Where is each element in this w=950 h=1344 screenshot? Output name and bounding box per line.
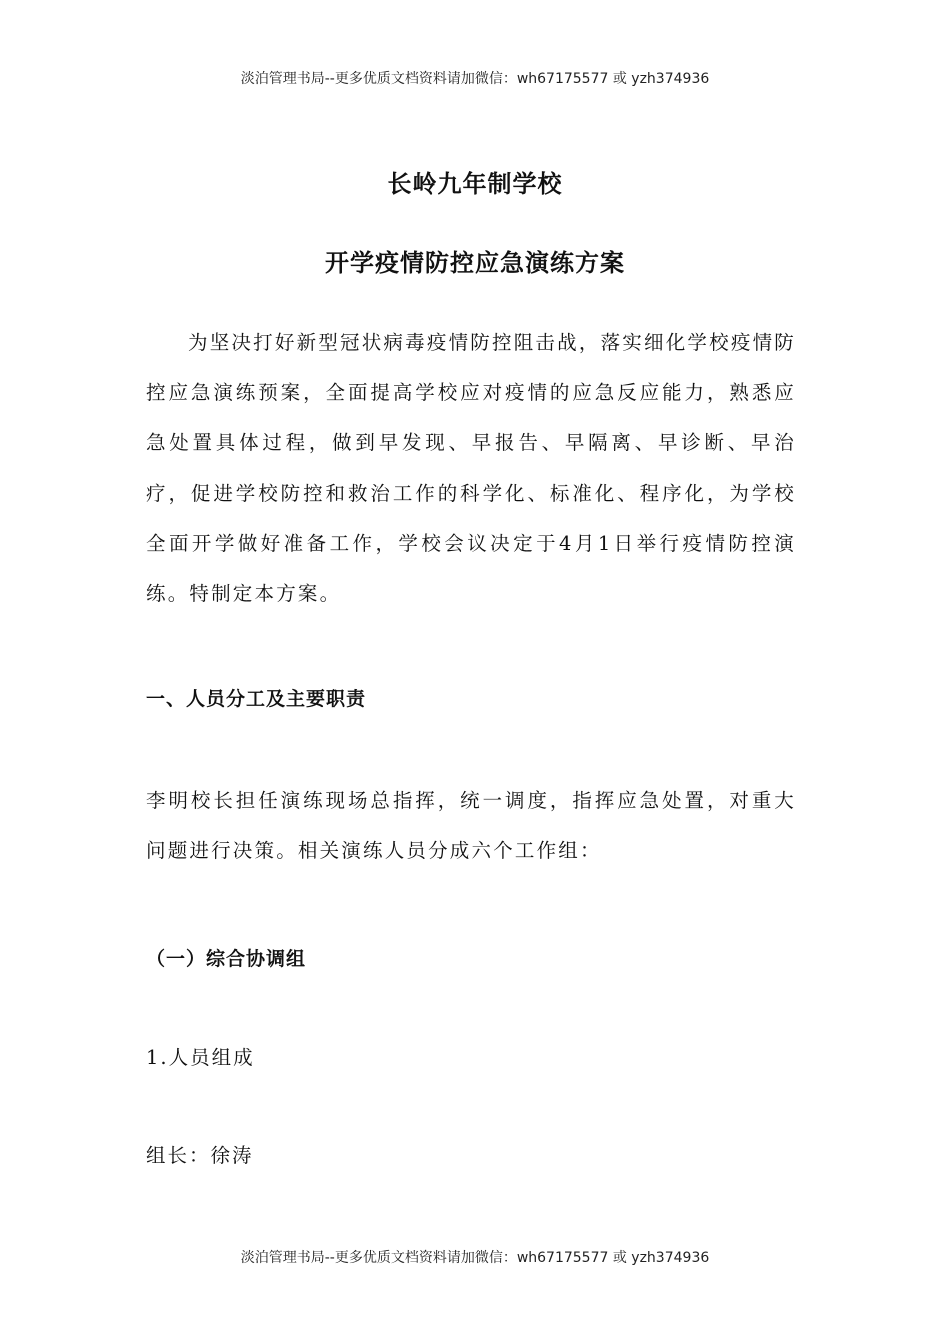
page-header-note: 淡泊管理书局--更多优质文档资料请加微信：wh67175577 或 yzh374936 xyxy=(240,71,710,87)
section-paragraph-commander: 李明校长担任演练现场总指挥，统一调度，指挥应急处置，对重大问题进行决策。相关演练人员分成六个工作组： xyxy=(146,789,796,863)
list-item-group-leader: 组长：徐涛 xyxy=(146,1144,254,1167)
intro-paragraph: 为坚决打好新型冠状病毒疫情防控阻击战，落实细化学校疫情防控应急演练预案，全面提高学校应对疫情的应急反应能力，熟悉应急处置具体过程，做到早发现、早报告、早隔离、早诊断、早治疗，促进学校防控和救治工作的科学化、标准化、程序化，为学校全面开学做好准备工作，学校会议决定于4月1日举行疫情防控演练。特制定本方案。 xyxy=(146,331,796,606)
document-title-plan: 开学疫情防控应急演练方案 xyxy=(325,249,625,277)
list-item-personnel-composition: 1.人员组成 xyxy=(146,1046,255,1069)
subsection-heading-coordination-group: （一）综合协调组 xyxy=(146,948,307,970)
document-title-school: 长岭九年制学校 xyxy=(387,170,563,198)
page-footer-note: 淡泊管理书局--更多优质文档资料请加微信：wh67175577 或 yzh374936 xyxy=(240,1250,710,1266)
section-heading-staffing: 一、人员分工及主要职责 xyxy=(146,688,367,710)
